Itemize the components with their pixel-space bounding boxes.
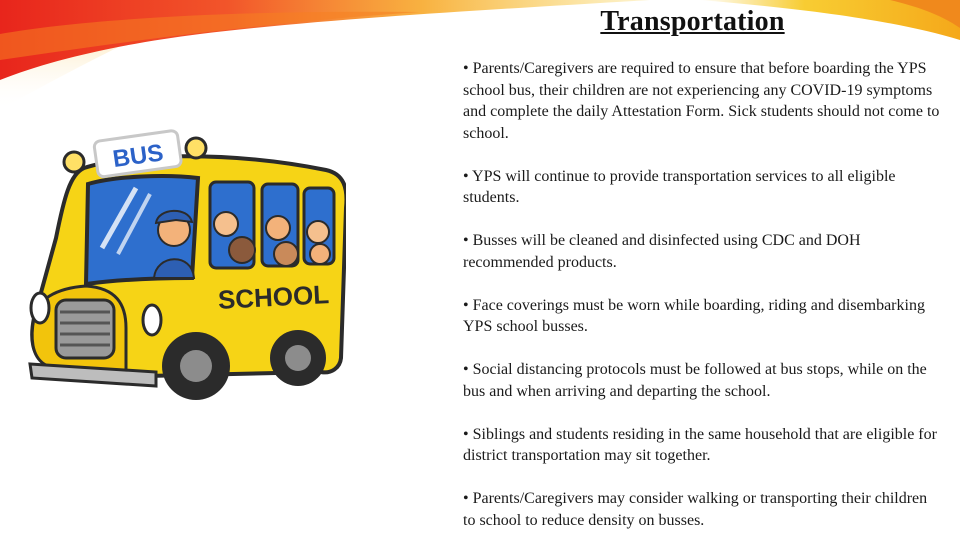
school-side-text: SCHOOL	[217, 279, 330, 315]
roof-light-left	[64, 152, 84, 172]
headlight-right	[143, 305, 161, 335]
headlight-left	[31, 293, 49, 323]
bus-grill	[56, 300, 114, 358]
wheel-rear	[270, 330, 326, 386]
bullet-item: • Busses will be cleaned and disinfected using CDC and DOH recommended products.	[463, 232, 861, 271]
wheel-front	[162, 332, 230, 400]
bullet-item: • YPS will continue to provide transportation services to all eligible students.	[463, 167, 896, 206]
bullet-item: • Social distancing protocols must be followed at bus stops, while on the bus and when arriving and departing the school.	[463, 361, 927, 400]
roof-light-right	[186, 138, 206, 158]
slide-title: Transportation	[600, 6, 785, 37]
bus-sign-text: BUS	[111, 139, 166, 174]
school-bus-icon	[26, 128, 346, 413]
bullet-item: • Siblings and students residing in the same household that are eligible for district transportation may sit together.	[463, 425, 937, 464]
bullet-item: • Parents/Caregivers are required to ensure that before boarding the YPS school bus, their children are not experiencing any COVID-19 symptoms and complete the daily Attestation Form. Sick students should not come to school.	[463, 60, 940, 142]
bullet-list	[463, 58, 941, 540]
bullet-item: • Parents/Caregivers may consider walking or transporting their children to school to reduce density on busses.	[463, 490, 928, 529]
bullet-item: • Face coverings must be worn while boarding, riding and disembarking YPS school busses.	[463, 296, 925, 335]
